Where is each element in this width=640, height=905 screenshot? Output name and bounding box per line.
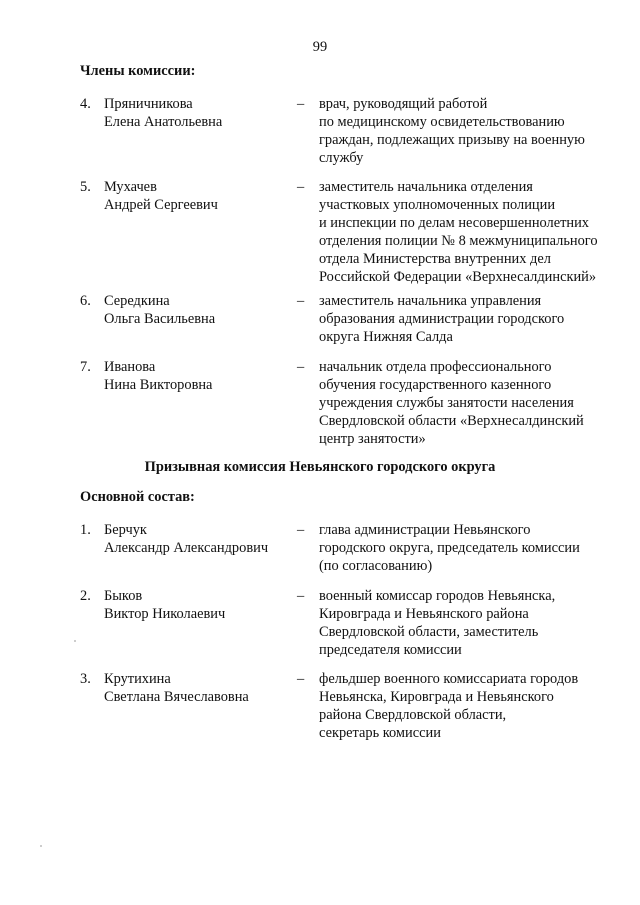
position-description bbox=[319, 358, 619, 448]
description-line: отделения полиции № 8 межмуниципального bbox=[319, 233, 598, 249]
person-surname: Крутихина bbox=[104, 671, 171, 687]
entry-number: 3. bbox=[80, 671, 91, 687]
entry-number: 6. bbox=[80, 293, 91, 309]
description-line: отдела Министерства внутренних дел bbox=[319, 251, 551, 267]
description-line: Российской Федерации «Верхнесалдинский» bbox=[319, 269, 597, 285]
description-line: врач, руководящий работой bbox=[319, 96, 488, 112]
description-line: округа Нижняя Салда bbox=[319, 329, 453, 345]
description-line: городского округа, председатель комиссии bbox=[319, 540, 580, 556]
description-line: района Свердловской области, bbox=[319, 707, 507, 723]
description-line: учреждения службы занятости населения bbox=[319, 395, 574, 411]
position-description bbox=[319, 521, 619, 575]
person-name bbox=[104, 521, 289, 557]
person-surname: Пряничникова bbox=[104, 96, 193, 112]
person-surname: Берчук bbox=[104, 522, 147, 538]
description-line: участковых уполномоченных полиции bbox=[319, 197, 556, 213]
description-line: фельдшер военного комиссариата городов bbox=[319, 671, 579, 687]
person-name bbox=[104, 587, 289, 623]
entry-dash: – bbox=[297, 96, 305, 112]
description-line: глава администрации Невьянского bbox=[319, 522, 531, 538]
description-line: председателя комиссии bbox=[319, 642, 462, 658]
entry-number: 5. bbox=[80, 179, 91, 195]
person-surname: Иванова bbox=[104, 359, 156, 375]
description-line: граждан, подлежащих призыву на военную bbox=[319, 132, 585, 148]
person-name bbox=[104, 358, 289, 394]
description-line: образования администрации городского bbox=[319, 311, 565, 327]
person-given-name: Виктор Николаевич bbox=[104, 606, 226, 622]
entry-dash: – bbox=[297, 671, 305, 687]
entry-number: 2. bbox=[80, 588, 91, 604]
person-name bbox=[104, 292, 289, 328]
description-line: Свердловской области «Верхнесалдинский bbox=[319, 413, 584, 429]
description-line: и инспекции по делам несовершеннолетних bbox=[319, 215, 590, 231]
position-description bbox=[319, 670, 619, 742]
entry-number: 7. bbox=[80, 359, 91, 375]
description-line: заместитель начальника управления bbox=[319, 293, 542, 309]
position-description bbox=[319, 178, 619, 286]
members-heading: Члены комиссии: bbox=[80, 63, 196, 79]
position-description bbox=[319, 587, 619, 659]
person-surname: Мухачев bbox=[104, 179, 157, 195]
entry-dash: – bbox=[297, 179, 305, 195]
description-line: службу bbox=[319, 150, 364, 166]
person-name bbox=[104, 95, 289, 131]
description-line: центр занятости» bbox=[319, 431, 426, 447]
entry-number: 1. bbox=[80, 522, 91, 538]
entry-dash: – bbox=[297, 293, 305, 309]
person-given-name: Ольга Васильевна bbox=[104, 311, 216, 327]
person-given-name: Елена Анатольевна bbox=[104, 114, 223, 130]
description-line: начальник отдела профессионального bbox=[319, 359, 552, 375]
description-line: военный комиссар городов Невьянска, bbox=[319, 588, 556, 604]
entry-dash: – bbox=[297, 522, 305, 538]
description-line: Невьянска, Кировграда и Невьянского bbox=[319, 689, 554, 705]
commission-title: Призывная комиссия Невьянского городского округа bbox=[144, 459, 496, 475]
person-given-name: Андрей Сергеевич bbox=[104, 197, 218, 213]
description-line: по медицинскому освидетельствованию bbox=[319, 114, 565, 130]
position-description bbox=[319, 292, 619, 346]
position-description bbox=[319, 95, 619, 167]
page-number: 99 bbox=[312, 39, 328, 55]
scan-speck bbox=[40, 845, 42, 847]
entry-dash: – bbox=[297, 588, 305, 604]
description-line: Кировграда и Невьянского района bbox=[319, 606, 529, 622]
description-line: (по согласованию) bbox=[319, 558, 433, 574]
person-given-name: Нина Викторовна bbox=[104, 377, 213, 393]
person-given-name: Александр Александрович bbox=[104, 540, 269, 556]
description-line: обучения государственного казенного bbox=[319, 377, 552, 393]
scan-speck bbox=[74, 640, 76, 642]
main-composition-heading: Основной состав: bbox=[80, 489, 195, 505]
person-name bbox=[104, 670, 289, 706]
description-line: заместитель начальника отделения bbox=[319, 179, 533, 195]
entry-dash: – bbox=[297, 359, 305, 375]
description-line: Свердловской области, заместитель bbox=[319, 624, 539, 640]
person-given-name: Светлана Вячеславовна bbox=[104, 689, 249, 705]
entry-number: 4. bbox=[80, 96, 91, 112]
person-surname: Середкина bbox=[104, 293, 170, 309]
person-surname: Быков bbox=[104, 588, 143, 604]
person-name bbox=[104, 178, 289, 214]
description-line: секретарь комиссии bbox=[319, 725, 441, 741]
